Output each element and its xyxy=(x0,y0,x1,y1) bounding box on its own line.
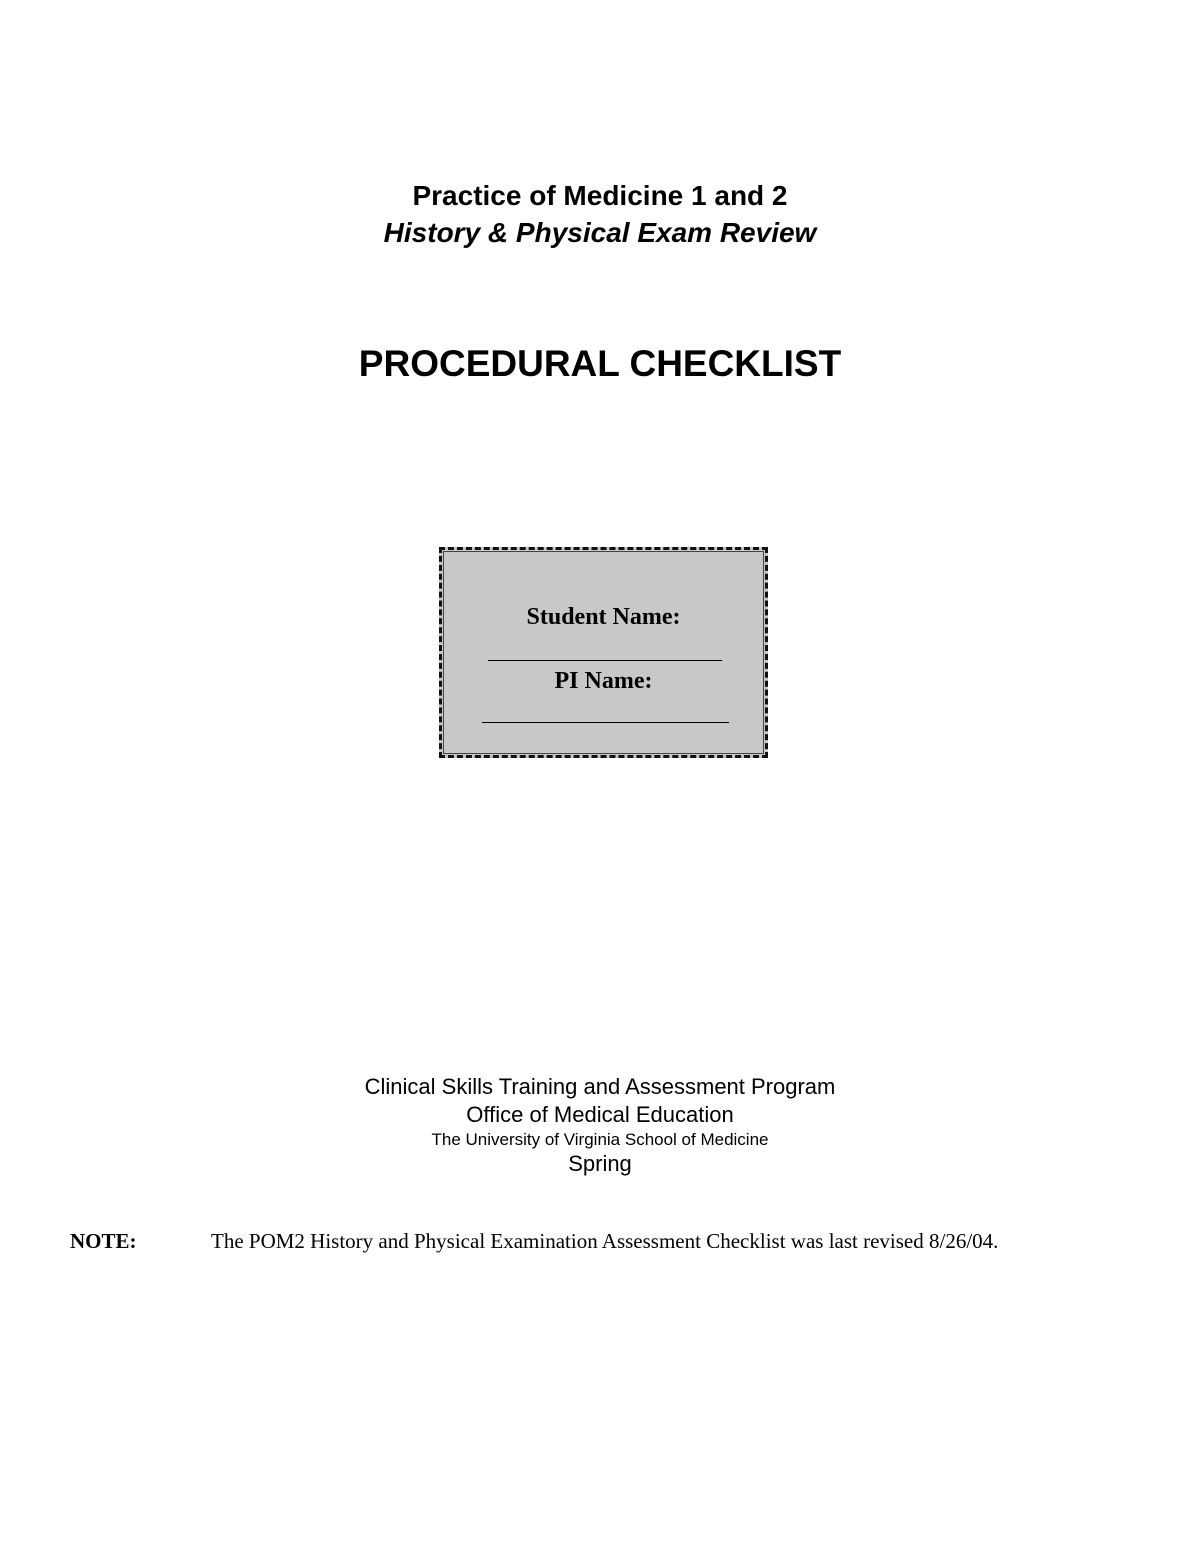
course-subtitle: History & Physical Exam Review xyxy=(383,217,817,248)
student-name-field[interactable] xyxy=(488,660,722,661)
student-name-label: Student Name: xyxy=(526,604,681,630)
pi-name-label: PI Name: xyxy=(554,668,653,694)
note-label: NOTE: xyxy=(70,1229,137,1253)
name-box xyxy=(439,547,768,758)
term-label: Spring xyxy=(568,1151,632,1176)
pi-name-field[interactable] xyxy=(482,722,729,723)
document-title: PROCEDURAL CHECKLIST xyxy=(358,343,842,384)
office-name: Office of Medical Education xyxy=(466,1102,734,1127)
note-text: The POM2 History and Physical Examination Assessment Checklist was last revised 8/26/04. xyxy=(211,1229,999,1253)
course-title: Practice of Medicine 1 and 2 xyxy=(412,180,788,211)
university-name: The University of Virginia School of Medicine xyxy=(431,1130,769,1149)
program-name: Clinical Skills Training and Assessment Program xyxy=(364,1074,836,1099)
